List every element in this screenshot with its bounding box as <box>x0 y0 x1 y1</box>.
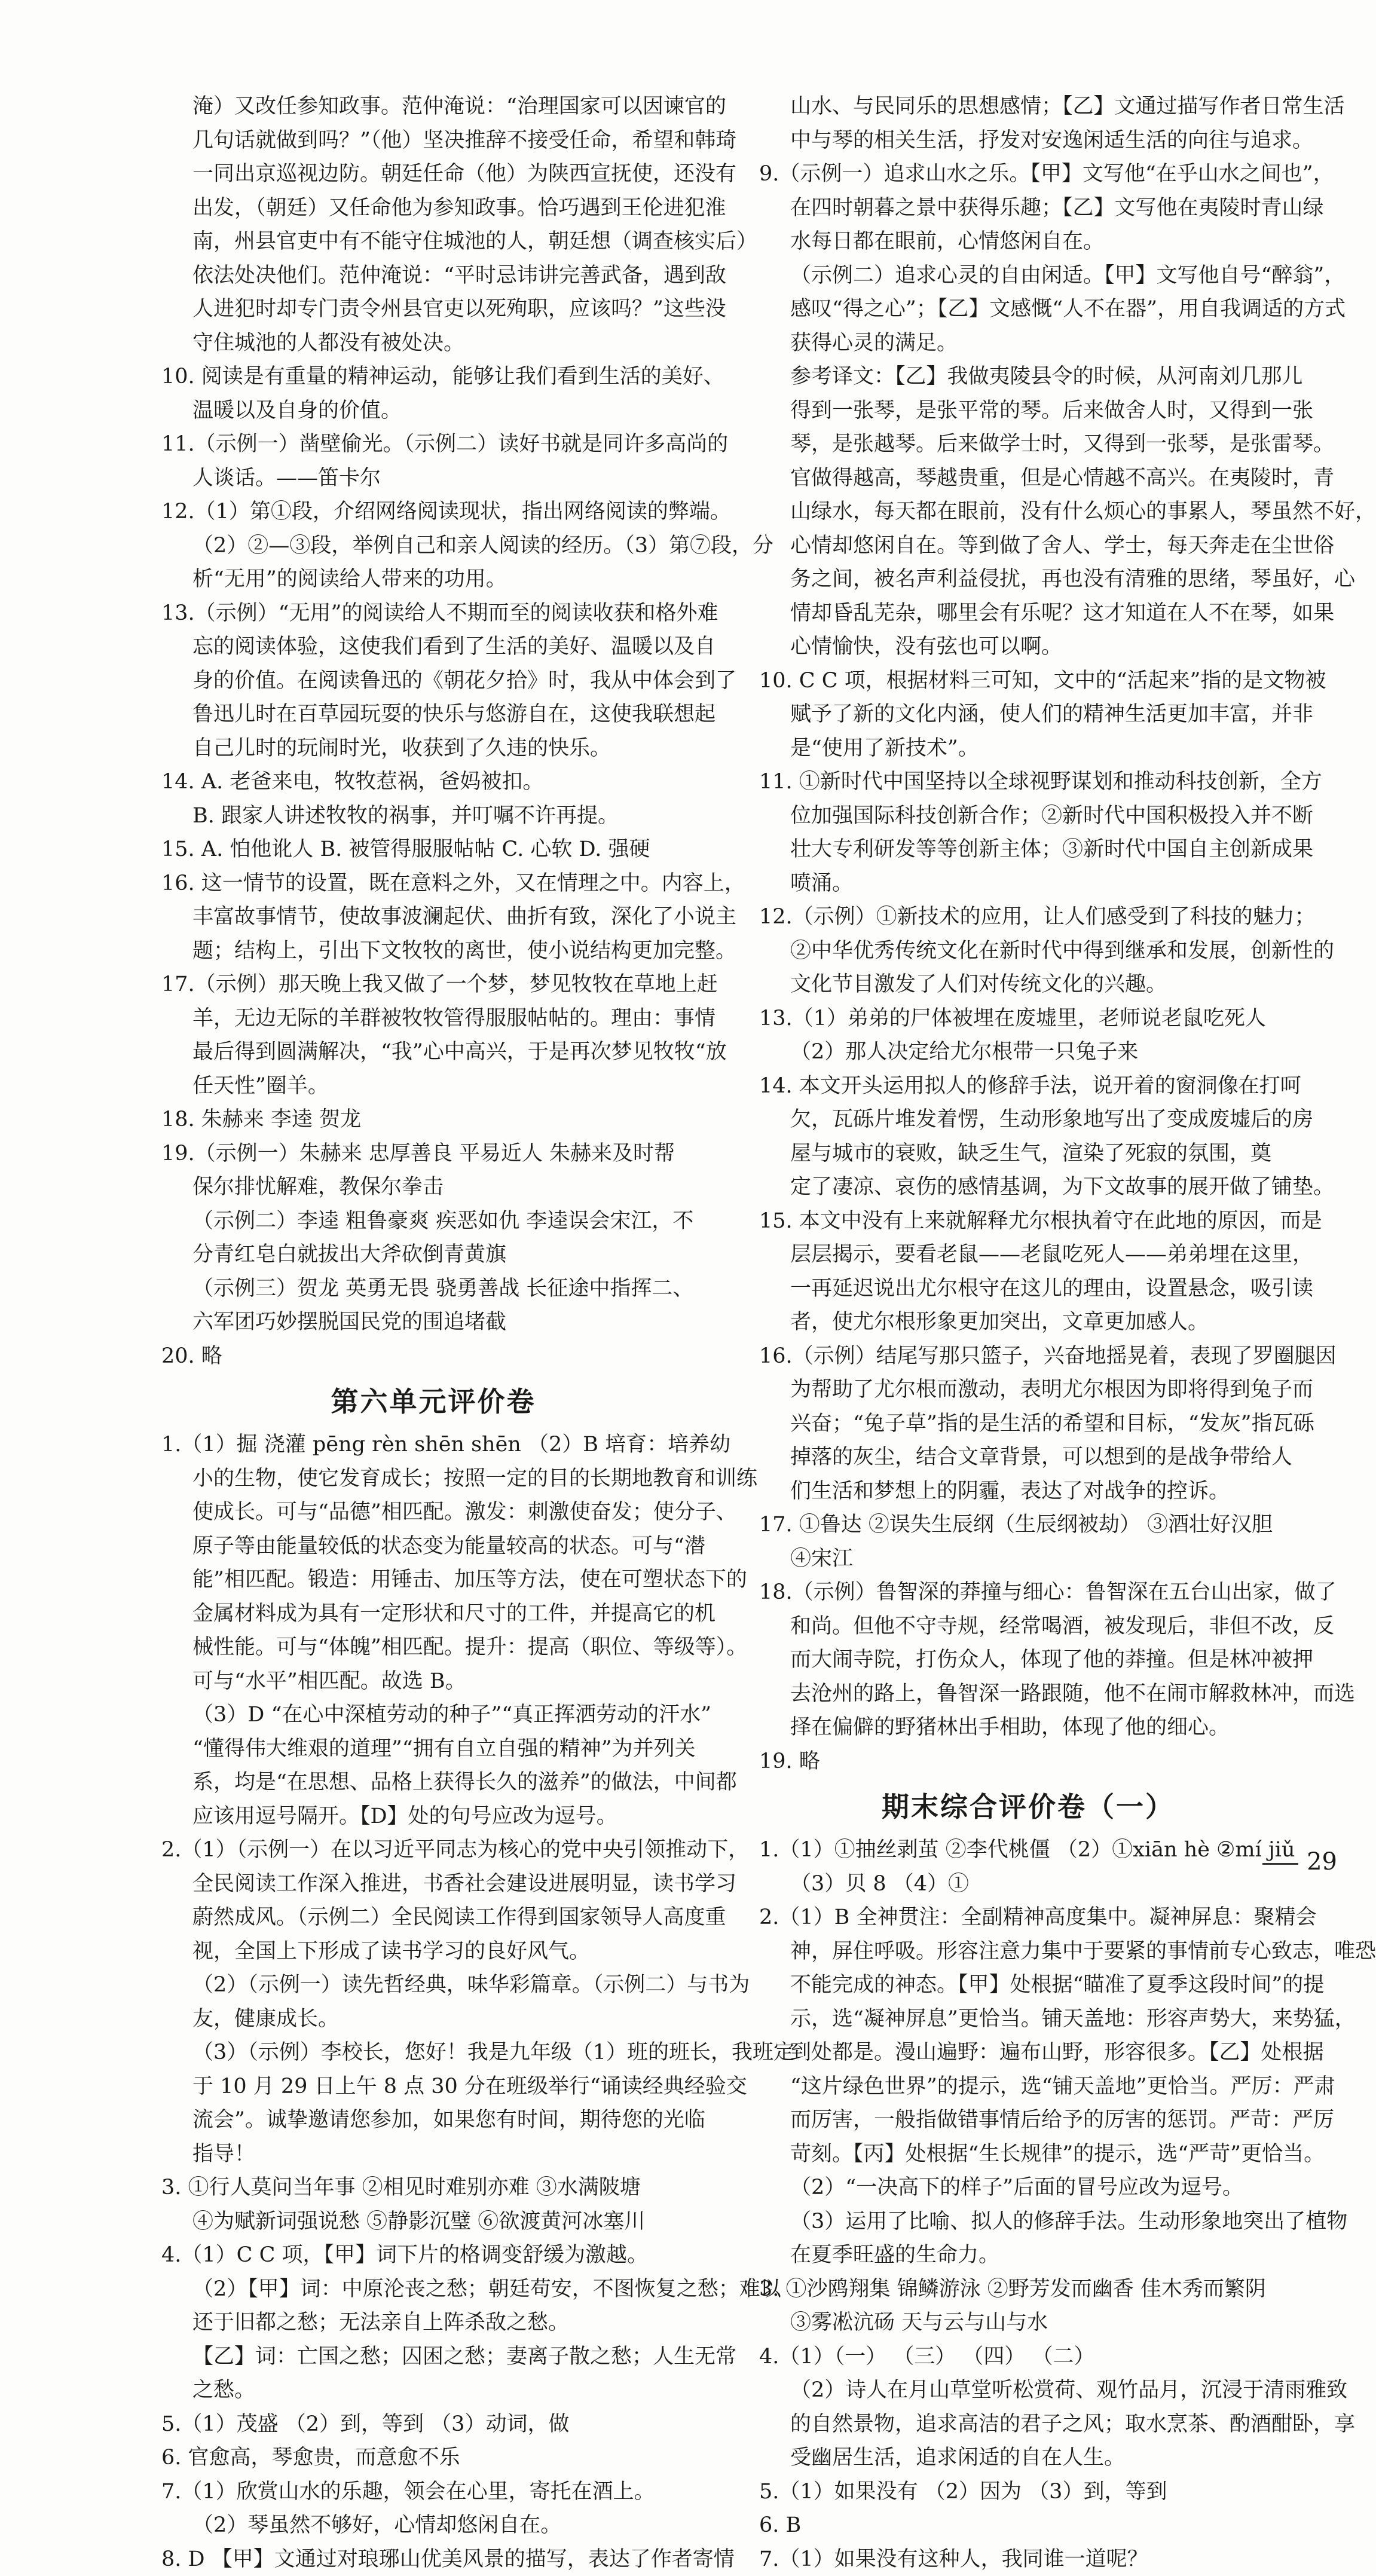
answer-line: （示例三）贺龙 英勇无畏 骁勇善战 长征途中指挥二、 <box>161 1272 705 1306</box>
answer-line: 17.（示例）那天晚上我又做了一个梦，梦见牧牧在草地上赶 <box>161 968 705 1002</box>
answer-line: 13.（示例）“无用”的阅读给人不期而至的阅读收获和格外难 <box>161 596 705 631</box>
page-footer <box>1262 1848 1337 1876</box>
answer-line: 受幽居生活，追求闲适的自在人生。 <box>759 2441 1297 2475</box>
answer-line: 在夏季旺盛的生命力。 <box>759 2238 1297 2272</box>
answer-line: 的自然景物，追求高洁的君子之风；取水烹茶、酌酒酣卧，享 <box>759 2407 1297 2442</box>
answer-line: 12.（1）第①段，介绍网络阅读现状，指出网络阅读的弊端。 <box>161 495 705 529</box>
answer-line: 鲁迅儿时在百草园玩耍的快乐与悠游自在，这使我联想起 <box>161 697 705 732</box>
answer-line: 7.（1）欣赏山水的乐趣，领会在心里，寄托在酒上。 <box>161 2475 705 2509</box>
answer-line: 择在偏僻的野猪林出手相助，体现了他的细心。 <box>759 1711 1297 1745</box>
answer-line: 19.（示例一）朱赫来 忠厚善良 平易近人 朱赫来及时帮 <box>161 1137 705 1171</box>
answer-line: 者，使尤尔根形象更加突出，文章更加感人。 <box>759 1305 1297 1339</box>
answer-line: 系，均是“在思想、品格上获得长久的滋养”的做法，中间都 <box>161 1766 705 1800</box>
answer-line: 14. 本文开头运用拟人的修辞手法，说开着的窗洞像在打呵 <box>759 1069 1297 1103</box>
answer-line: （2）那人决定给尤尔根带一只兔子来 <box>759 1035 1297 1069</box>
answer-line: 9.（示例一）追求山水之乐。【甲】文写他“在乎山水之间也”， <box>759 157 1297 191</box>
page-number: 29 <box>1307 1848 1337 1876</box>
answer-line: 视，全国上下形成了读书学习的良好风气。 <box>161 1935 705 1969</box>
answer-line: 原子等由能量较低的状态变为能量较高的状态。可与“潜 <box>161 1529 705 1564</box>
answer-line: 定了凄凉、哀伤的感情基调，为下文故事的展开做了铺垫。 <box>759 1170 1297 1204</box>
answer-line: 13.（1）弟弟的尸体被埋在废墟里，老师说老鼠吃死人 <box>759 1002 1297 1036</box>
left-answers-part1 <box>161 90 705 1373</box>
answer-line: 为帮助了尤尔根而激动，表明尤尔根因为即将得到兔子而 <box>759 1373 1297 1407</box>
answer-line: 2.（1）（示例一）在以习近平同志为核心的党中央引领推动下， <box>161 1833 705 1867</box>
answer-line: 4.（1）（一） （三） （四） （二） <box>759 2340 1297 2374</box>
answer-line: 文化节目激发了人们对传统文化的兴趣。 <box>759 968 1297 1002</box>
answer-line: 不能完成的神态。【甲】处根据“瞄准了夏季这段时间”的提 <box>759 1968 1297 2002</box>
answer-line: 几句话就做到吗？”（他）坚决推辞不接受任命，希望和韩琦 <box>161 124 705 158</box>
answer-line: 出发，（朝廷）又任命他为参知政事。恰巧遇到王伦进犯淮 <box>161 191 705 225</box>
answer-line: 流会”。诚挚邀请您参加，如果您有时间，期待您的光临 <box>161 2103 705 2137</box>
answer-line: 7.（1）如果没有这种人，我同谁一道呢？ <box>759 2543 1297 2576</box>
answer-line: 示，选“凝神屏息”更恰当。铺天盖地：形容声势大，来势猛， <box>759 2002 1297 2036</box>
section-title-unit6: 第六单元评价卷 <box>161 1378 705 1425</box>
answer-line: 14. A. 老爸来电，牧牧惹祸，爸妈被扣。 <box>161 765 705 799</box>
answer-line: （3）贝 8 （4）① <box>759 1867 1297 1901</box>
answer-line: 兴奋；“兔子草”指的是生活的希望和目标，“发灰”指瓦砾 <box>759 1407 1297 1441</box>
answer-line: 之愁。 <box>161 2373 705 2407</box>
answer-line: 忘的阅读体验，这使我们看到了生活的美好、温暖以及自 <box>161 630 705 664</box>
answer-line: 得到一张琴，是张平常的琴。后来做舍人时，又得到一张 <box>759 394 1297 428</box>
right-answers-part1 <box>759 90 1297 1778</box>
answer-line: 使成长。可与“品德”相匹配。激发：刺激使奋发；使分子、 <box>161 1495 705 1529</box>
answer-line: “这片绿色世界”的提示，选“铺天盖地”更恰当。严厉：严肃 <box>759 2070 1297 2104</box>
answer-line: 心情愉快，没有弦也可以啊。 <box>759 630 1297 664</box>
answer-line: 全民阅读工作深入推进，书香社会建设进展明显，读书学习 <box>161 1867 705 1901</box>
answer-line: 官做得越高，琴越贵重，但是心情越不高兴。在夷陵时，青 <box>759 461 1297 495</box>
answer-line: 15. A. 怕他讹人 B. 被管得服服帖帖 C. 心软 D. 强硬 <box>161 833 705 867</box>
answer-line: 10. 阅读是有重量的精神运动，能够让我们看到生活的美好、 <box>161 360 705 394</box>
answer-line: 2.（1）B 全神贯注：全副精神高度集中。凝神屏息：聚精会 <box>759 1901 1297 1935</box>
answer-line: 水每日都在眼前，心情悠闲自在。 <box>759 225 1297 259</box>
answer-line: 保尔排忧解难，教保尔拳击 <box>161 1170 705 1204</box>
answer-line: 而厉害，一般指做错事情后给予的厉害的惩罚。严苛：严厉 <box>759 2103 1297 2137</box>
answer-line: 琴，是张越琴。后来做学士时，又得到一张琴，是张雷琴。 <box>759 427 1297 461</box>
answer-line: （2）琴虽然不够好，心情却悠闲自在。 <box>161 2508 705 2543</box>
answer-line: 3. ①沙鸥翔集 锦鳞游泳 ②野芳发而幽香 佳木秀而繁阴 <box>759 2272 1297 2306</box>
answer-line: 身的价值。在阅读鲁迅的《朝花夕拾》时，我从中体会到了 <box>161 664 705 698</box>
answer-line: 壮大专利研发等等创新主体；③新时代中国自主创新成果 <box>759 833 1297 867</box>
answer-line: （2）诗人在月山草堂听松赏荷、观竹品月，沉浸于清雨雅致 <box>759 2373 1297 2407</box>
answer-line: 位加强国际科技创新合作；②新时代中国积极投入并不断 <box>759 799 1297 833</box>
answer-line: 温暖以及自身的价值。 <box>161 394 705 428</box>
answer-line: 在四时朝暮之景中获得乐趣；【乙】文写他在夷陵时青山绿 <box>759 191 1297 225</box>
answer-line: 12.（示例）①新技术的应用，让人们感受到了科技的魅力； <box>759 900 1297 934</box>
answer-line: 6. B <box>759 2508 1297 2543</box>
answer-line: 赋予了新的文化内涵，使人们的精神生活更加丰富，并非 <box>759 697 1297 732</box>
answer-line: 1.（1）①抽丝剥茧 ②李代桃僵 （2）①xiān hè ②mí jiǔ <box>759 1833 1297 1867</box>
answer-line: 还于旧都之愁；无法亲自上阵杀敌之愁。 <box>161 2306 705 2340</box>
answer-line: 中与琴的相关生活，抒发对安逸闲适生活的向往与追求。 <box>759 124 1297 158</box>
answer-line: 苛刻。【丙】处根据“生长规律”的提示，选“严苛”更恰当。 <box>759 2137 1297 2171</box>
answer-line: （2）（示例一）读先哲经典，味华彩篇章。（示例二）与书为 <box>161 1968 705 2002</box>
section-title-final-exam: 期末综合评价卷（一） <box>759 1783 1297 1831</box>
answer-line: 指导！ <box>161 2137 705 2171</box>
answer-line: 于 10 月 29 日上午 8 点 30 分在班级举行“诵读经典经验交 <box>161 2070 705 2104</box>
answer-line: 心情却悠闲自在。等到做了舍人、学士，每天奔走在尘世俗 <box>759 529 1297 563</box>
footer-dash <box>1262 1863 1298 1865</box>
answer-line: （2）②—③段，举例自己和亲人阅读的经历。（3）第⑦段，分 <box>161 529 705 563</box>
answer-line: （3）D “在心中深植劳动的种子”“真正挥洒劳动的汗水” <box>161 1698 705 1732</box>
answer-line: 友，健康成长。 <box>161 2002 705 2036</box>
answer-line: 务之间，被名声利益侵扰，再也没有清雅的思绪，琴虽好，心 <box>759 562 1297 596</box>
answer-line: ③雾凇沆砀 天与云与山与水 <box>759 2306 1297 2340</box>
answer-line: 情却昏乱芜杂，哪里会有乐呢？这才知道在人不在琴，如果 <box>759 596 1297 631</box>
answer-line: 4.（1）C C 项，【甲】词下片的格调变舒缓为激越。 <box>161 2238 705 2272</box>
answer-line: 析“无用”的阅读给人带来的功用。 <box>161 562 705 596</box>
answer-line: 10. C C 项，根据材料三可知，文中的“活起来”指的是文物被 <box>759 664 1297 698</box>
answer-line: 能”相匹配。锻造：用锤击、加压等方法，使在可塑状态下的 <box>161 1563 705 1597</box>
answer-line: 16.（示例）结尾写那只篮子，兴奋地摇晃着，表现了罗圈腿因 <box>759 1339 1297 1373</box>
answer-line: 最后得到圆满解决，“我”心中高兴，于是再次梦见牧牧“放 <box>161 1035 705 1069</box>
answer-line: ④为赋新词强说愁 ⑤静影沉璧 ⑥欲渡黄河冰塞川 <box>161 2205 705 2239</box>
answer-line: 11.（示例一）凿壁偷光。（示例二）读好书就是同许多高尚的 <box>161 427 705 461</box>
answer-line: ④宋江 <box>759 1542 1297 1576</box>
answer-line: 们生活和梦想上的阴霾，表达了对战争的控诉。 <box>759 1474 1297 1509</box>
answer-line: 任天性”圈羊。 <box>161 1069 705 1103</box>
answer-line: 题；结构上，引出下文牧牧的离世，使小说结构更加完整。 <box>161 934 705 968</box>
answer-line: 小的生物，使它发育成长；按照一定的目的长期地教育和训练 <box>161 1462 705 1496</box>
answer-line: 层层揭示，要看老鼠——老鼠吃死人——弟弟埋在这里， <box>759 1238 1297 1272</box>
answer-line: 而大闹寺院，打伤众人，体现了他的莽撞。但是林冲被押 <box>759 1643 1297 1677</box>
left-answers-part2 <box>161 1428 705 2576</box>
answer-line: 六军团巧妙摆脱国民党的围追堵截 <box>161 1305 705 1339</box>
answer-line: 一同出京巡视边防。朝廷任命（他）为陕西宣抚使，还没有 <box>161 157 705 191</box>
answer-line: 金属材料成为具有一定形状和尺寸的工件，并提高它的机 <box>161 1597 705 1631</box>
answer-line: 掉落的灰尘，结合文章背景，可以想到的是战争带给人 <box>759 1440 1297 1474</box>
answer-line: 15. 本文中没有上来就解释尤尔根执着守在此地的原因，而是 <box>759 1204 1297 1238</box>
answer-line: 20. 略 <box>161 1339 705 1373</box>
answer-line: 依法处决他们。范仲淹说：“平时忌讳讲完善武备，遇到敌 <box>161 259 705 293</box>
answer-line: 淹）又改任参知政事。范仲淹说：“治理国家可以因谏官的 <box>161 90 705 124</box>
answer-line: 守住城池的人都没有被处决。 <box>161 326 705 360</box>
answer-line: “懂得伟大维艰的道理”“拥有自立自强的精神”为并列关 <box>161 1732 705 1766</box>
answer-line: 去沧州的路上，鲁智深一路跟随，他不在闹市解救林冲，而选 <box>759 1677 1297 1711</box>
answer-line: 16. 这一情节的设置，既在意料之外，又在情理之中。内容上， <box>161 867 705 901</box>
answer-line: 6. 官愈高，琴愈贵，而意愈不乐 <box>161 2441 705 2475</box>
answer-line: 19. 略 <box>759 1745 1297 1779</box>
answer-line: 山水、与民同乐的思想感情；【乙】文通过描写作者日常生活 <box>759 90 1297 124</box>
answer-line: （3）（示例）李校长，您好！我是九年级（1）班的班长，我班定 <box>161 2036 705 2070</box>
answer-line: 1.（1）掘 浇灌 pēng rèn shēn shēn （2）B 培育：培养幼 <box>161 1428 705 1462</box>
answer-line: 一再延迟说出尤尔根守在这儿的理由，设置悬念，吸引读 <box>759 1272 1297 1306</box>
answer-line: 获得心灵的满足。 <box>759 326 1297 360</box>
answer-line: 和尚。但他不守寺规，经常喝酒，被发现后，非但不改，反 <box>759 1610 1297 1644</box>
answer-line: 参考译文：【乙】我做夷陵县令的时候，从河南刘几那儿 <box>759 360 1297 394</box>
answer-line: 蔚然成风。（示例二）全民阅读工作得到国家领导人高度重 <box>161 1901 705 1935</box>
answer-line: 神，屏住呼吸。形容注意力集中于要紧的事情前专心致志，唯恐 <box>759 1935 1297 1969</box>
answer-line: 欠，瓦砾片堆发着愣，生动形象地写出了变成废墟后的房 <box>759 1103 1297 1137</box>
answer-line: （示例二）追求心灵的自由闲适。【甲】文写他自号“醉翁”， <box>759 259 1297 293</box>
answer-line: 11. ①新时代中国坚持以全球视野谋划和推动科技创新，全方 <box>759 765 1297 799</box>
answer-line: 5.（1）如果没有 （2）因为 （3）到，等到 <box>759 2475 1297 2509</box>
answer-line: （示例二）李逵 粗鲁豪爽 疾恶如仇 李逵误会宋江，不 <box>161 1204 705 1238</box>
answer-line: 山绿水，每天都在眼前，没有什么烦心的事累人，琴虽然不好， <box>759 495 1297 529</box>
answer-line: 屋与城市的衰败，缺乏生气，渲染了死寂的氛围，奠 <box>759 1137 1297 1171</box>
answer-line: 人谈话。——笛卡尔 <box>161 461 705 495</box>
answer-line: 羊，无边无际的羊群被牧牧管得服服帖帖的。理由：事情 <box>161 1002 705 1036</box>
right-answers-part2 <box>759 1833 1297 2576</box>
answer-line: 18.（示例）鲁智深的莽撞与细心：鲁智深在五台山出家，做了 <box>759 1575 1297 1610</box>
answer-line: 17. ①鲁达 ②误失生辰纲（生辰纲被劫） ③酒壮好汉胆 <box>759 1508 1297 1542</box>
answer-line: 5.（1）茂盛 （2）到，等到 （3）动词，做 <box>161 2407 705 2442</box>
answer-line: （2）“一决高下的样子”后面的冒号应改为逗号。 <box>759 2171 1297 2205</box>
answer-line: 可与“水平”相匹配。故选 B。 <box>161 1665 705 1699</box>
answer-line: B. 跟家人讲述牧牧的祸事，并叮嘱不许再提。 <box>161 799 705 833</box>
answer-line: 到处都是。漫山遍野：遍布山野，形容很多。【乙】处根据 <box>759 2036 1297 2070</box>
answer-line: 18. 朱赫来 李逵 贺龙 <box>161 1103 705 1137</box>
answer-line: 喷涌。 <box>759 867 1297 901</box>
answer-line: 应该用逗号隔开。【D】处的句号应改为逗号。 <box>161 1800 705 1834</box>
left-column <box>161 90 705 2576</box>
answer-line: 是“使用了新技术”。 <box>759 732 1297 766</box>
answer-line: 8. D 【甲】文通过对琅琊山优美风景的描写，表达了作者寄情 <box>161 2543 705 2576</box>
answer-line: 3. ①行人莫问当年事 ②相见时难别亦难 ③水满陂塘 <box>161 2171 705 2205</box>
answer-line: 械性能。可与“体魄”相匹配。提升：提高（职位、等级等）。 <box>161 1630 705 1665</box>
answer-line: 南，州县官吏中有不能守住城池的人，朝廷想（调查核实后） <box>161 225 705 259</box>
answer-line: 丰富故事情节，使故事波澜起伏、曲折有致，深化了小说主 <box>161 900 705 934</box>
answer-line: ②中华优秀传统文化在新时代中得到继承和发展，创新性的 <box>759 934 1297 968</box>
answer-line: 感叹“得之心”；【乙】文感慨“人不在器”，用自我调适的方式 <box>759 292 1297 326</box>
answer-line: （2）【甲】词：中原沦丧之愁；朝廷苟安，不图恢复之愁；难以 <box>161 2272 705 2306</box>
answer-line: 【乙】词：亡国之愁；囚困之愁；妻离子散之愁；人生无常 <box>161 2340 705 2374</box>
right-column <box>759 90 1297 2576</box>
answer-line: 自己儿时的玩闹时光，收获到了久违的快乐。 <box>161 732 705 766</box>
answer-line: （3）运用了比喻、拟人的修辞手法。生动形象地突出了植物 <box>759 2205 1297 2239</box>
answer-line: 人进犯时却专门责令州县官吏以死殉职，应该吗？”这些没 <box>161 292 705 326</box>
answer-line: 分青红皂白就拔出大斧砍倒青黄旗 <box>161 1238 705 1272</box>
